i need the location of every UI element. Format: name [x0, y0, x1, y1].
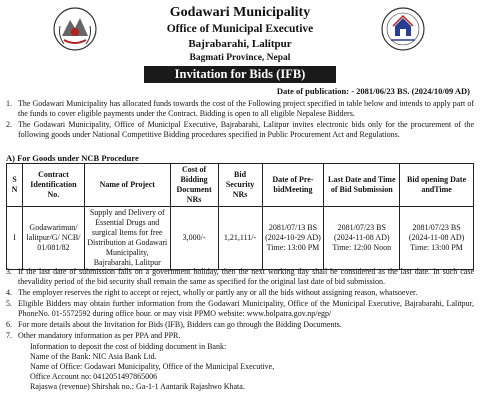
col-opening: Bid opening Date andTime: [400, 164, 474, 207]
office-address: Bajrabarahi, Lalitpur: [188, 38, 292, 50]
office-name: Office of Municipal Executive: [166, 23, 314, 35]
section-label: A) For Goods under NCB Procedure: [6, 153, 139, 163]
note-item: 7. Other mandatory information as per PPA and PPR.: [6, 331, 181, 340]
intro-item: 2. The Godawari Municipality, Office of Municipal Executive, Bajrabarahi, Lalitpur invites electronic bids only for the procurement of the following goods under National Competitive Bidding procedures specified in Public Procurement Act and Regulations.: [6, 120, 474, 139]
bank-name: Name of the Bank: NIC Asia Bank Ltd.: [30, 352, 157, 361]
col-submission: Last Date and Time of Bid Submission: [324, 164, 400, 207]
ifb-banner: Invitation for Bids (IFB): [144, 66, 336, 83]
cell-sn: I: [7, 207, 23, 270]
col-doc-cost: Cost of Bidding Document NRs: [170, 164, 218, 207]
cell-opening: 2081/07/23 BS (2024-11-08 AD) Time: 13:00 PM: [400, 207, 474, 270]
bank-intro: Information to deposit the cost of bidding document in Bank:: [30, 342, 227, 351]
col-bid-security: Bid Security NRs: [218, 164, 262, 207]
intro-paragraphs: [6, 99, 474, 140]
cell-doc-cost: 3,000/-: [170, 207, 218, 270]
note-item: 4. The employer reserves the right to accept or reject, wholly or partly any or all the bids without assigning reason, whatsoever.: [6, 288, 418, 297]
cell-contract-id: Godawarimun/ lalitpur/G/ NCB/ 01/081/82: [22, 207, 84, 270]
cell-bid-security: 1,21,111/-: [218, 207, 262, 270]
col-contract-id: Contract Identification No.: [22, 164, 84, 207]
note-item: 3. If the last date of submission falls on a government holiday, then the next working day shall be considered as the last date. In such case thevalidity period of the bid security shall remain the same as specified for the original last date of bid submission.: [6, 267, 474, 286]
province-line: Bagmati Province, Nepal: [189, 53, 291, 63]
table-header-row: [7, 164, 474, 207]
revenue-heading: Rajaswa (revenue) Shirshak no.: Ga-1-1 Aantarik Rajashwo Khata.: [30, 382, 245, 391]
notes-section: [6, 267, 474, 392]
cell-prebid: 2081/07/13 BS (2024-10-29 AD) Time: 13:00 PM: [262, 207, 324, 270]
municipality-title: Godawari Municipality: [169, 5, 311, 20]
col-sn: S N: [7, 164, 23, 207]
note-item: 5. Eligible Bidders may obtain further information from the Godawari Municipality, Office of the Municipal Executive, Bajrabarahi, Lalitpur, PhoneNo. 01-5572592 during office hour. or may visit PPMO website: www.bolpatra.gov.np/egp/: [6, 299, 474, 318]
note-item: 6. For more details about the Invitation for Bids (IFB), Bidders can go through the Bidding Documents.: [6, 320, 342, 329]
bank-account: Office Account no: 0412051497865006: [30, 372, 158, 381]
publication-date: Date of publication: - 2081/06/23 BS. (2024/10/09 AD): [276, 86, 470, 96]
table-row: [7, 207, 474, 270]
cell-project: Supply and Delivery of Essential Drugs and surgical Items for free Distribution at Godawari Municipality, Bajrabarahi, Lalitpur: [84, 207, 170, 270]
cell-submission: 2081/07/23 BS (2024-11-08 AD) Time: 12:00 Noon: [324, 207, 400, 270]
bid-table: [6, 163, 474, 270]
bank-office-name: Name of Office: Godawari Municipality, Office of the Municipal Executive,: [30, 362, 275, 371]
col-prebid: Date of Pre-bidMeeting: [262, 164, 324, 207]
intro-item: 1. The Godawari Municipality has allocated funds towards the cost of the Following project specified in table below and intends to apply part of the funds to cover eligible payments under the Contract. Bidding is open to all eligible Nepalese Bidders.: [6, 99, 474, 118]
col-project: Name of Project: [84, 164, 170, 207]
